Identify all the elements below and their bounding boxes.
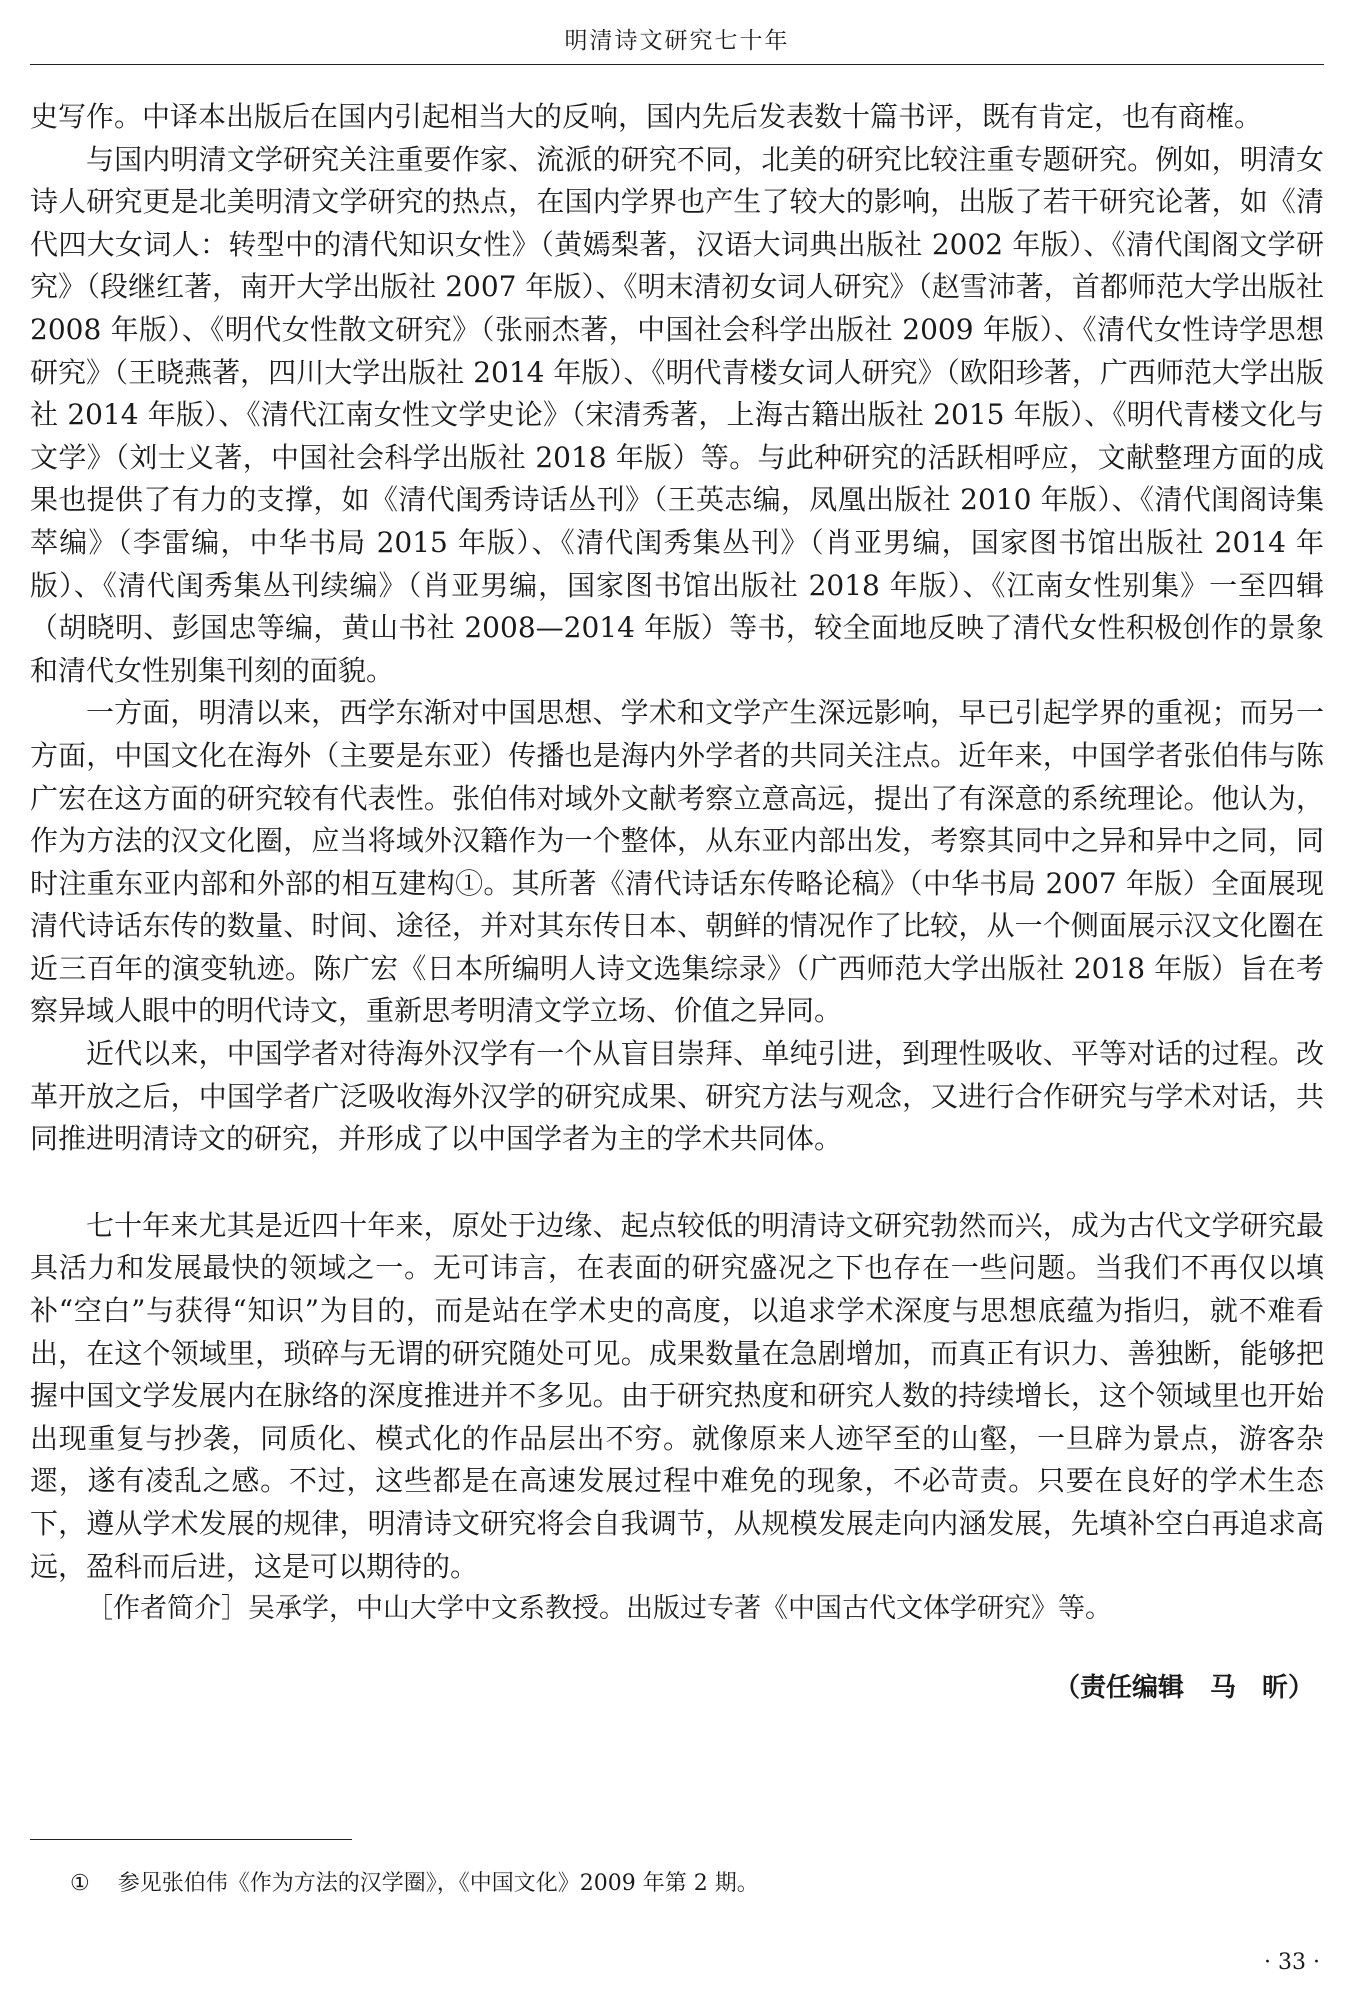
article-body: [30, 96, 1324, 1709]
page-number: · 33 ·: [1264, 1950, 1320, 1975]
paragraph-modern: 近代以来，中国学者对待海外汉学有一个从盲目崇拜、单纯引进，到理性吸收、平等对话的过程。改革开放之后，中国学者广泛吸收海外汉学的研究成果、研究方法与观念，又进行合作研究与学术对话，共同推进明清诗文的研究，并形成了以中国学者为主的学术共同体。: [30, 1037, 1324, 1156]
header-rule: [30, 64, 1324, 65]
footnote: [70, 1866, 759, 1897]
footnote-text: 参见张伯伟《作为方法的汉学圈》，《中国文化》2009 年第 2 期。: [117, 1871, 759, 1896]
paragraph-east-asia: 一方面，明清以来，西学东渐对中国思想、学术和文学产生深远影响，早已引起学界的重视；而另一方面，中国文化在海外（主要是东亚）传播也是海内外学者的共同关注点。近年来，中国学者张伯伟与陈广宏在这方面的研究较有代表性。张伯伟对域外文献考察立意高远，提出了有深意的系统理论。他认为，作为方法的汉文化圈，应当将域外汉籍作为一个整体，从东亚内部出发，考察其同中之异和异中之同，同时注重东亚内部和外部的相互建构①。其所著《清代诗话东传略论稿》（中华书局 2007 年版）全面展现清代诗话东传的数量、时间、途径，并对其东传日本、朝鲜的情况作了比较，从一个侧面展示汉文化圈在近三百年的演变轨迹。陈广宏《日本所编明人诗文选集综录》（广西师范大学出版社 2018 年版）旨在考察异域人眼中的明代诗文，重新思考明清文学立场、价值之异同。: [30, 696, 1324, 1028]
footnote-rule: [30, 1839, 352, 1840]
editor-credit: （责任编辑 马 昕）: [1053, 1672, 1314, 1703]
section-gap: [30, 1161, 1324, 1205]
paragraph-north-america: 与国内明清文学研究关注重要作家、流派的研究不同，北美的研究比较注重专题研究。例如，明清女诗人研究更是北美明清文学研究的热点，在国内学界也产生了较大的影响，出版了若干研究论著，如《清代四大女词人：转型中的清代知识女性》（黄嫣梨著，汉语大词典出版社 2002 年版）、《清代闺阁文学研究》（段继红著，南开大学出版社 2007 年版）、《明末清初女词人研究》（赵雪沛著，首都师范大学出版社 2008 年版）、《明代女性散文研究》（张丽杰著，中国社会科学出版社 2009 年版）、《清代女性诗学思想研究》（王晓燕著，四川大学出版社 2014 年版）、《明代青楼女词人研究》（欧阳珍著，广西师范大学出版社 2014 年版）、《清代江南女性文学史论》（宋清秀著，上海古籍出版社 2015 年版）、《明代青楼文化与文学》（刘士义著，中国社会科学出版社 2018 年版）等。与此种研究的活跃相呼应，文献整理方面的成果也提供了有力的支撑，如《清代闺秀诗话丛刊》（王英志编，凤凰出版社 2010 年版）、《清代闺阁诗集萃编》（李雷编，中华书局 2015 年版）、《清代闺秀集丛刊》（肖亚男编，国家图书馆出版社 2014 年版）、《清代闺秀集丛刊续编》（肖亚男编，国家图书馆出版社 2018 年版）、《江南女性别集》一至四辑（胡晓明、彭国忠等编，黄山书社 2008—2014 年版）等书，较全面地反映了清代女性积极创作的景象和清代女性别集刊刻的面貌。: [30, 142, 1324, 687]
running-head: 明清诗文研究七十年: [564, 28, 790, 54]
paragraph-continued: 史写作。中译本出版后在国内引起相当大的反响，国内先后发表数十篇书评，既有肯定，也有商榷。: [30, 100, 1263, 133]
footnote-mark: ①: [70, 1871, 90, 1896]
author-bio: ［作者简介］吴承学，中山大学中文系教授。出版过专著《中国古代文体学研究》等。: [86, 1593, 1112, 1625]
paragraph-conclusion: 七十年来尤其是近四十年来，原处于边缘、起点较低的明清诗文研究勃然而兴，成为古代文学研究最具活力和发展最快的领域之一。无可讳言，在表面的研究盛况之下也存在一些问题。当我们不再仅以填补“空白”与获得“知识”为目的，而是站在学术史的高度，以追求学术深度与思想底蕴为指归，就不难看出，在这个领域里，琐碎与无谓的研究随处可见。成果数量在急剧增加，而真正有识力、善独断，能够把握中国文学发展内在脉络的深度推进并不多见。由于研究热度和研究人数的持续增长，这个领域里也开始出现重复与抄袭，同质化、模式化的作品层出不穷。就像原来人迹罕至的山壑，一旦辟为景点，游客杂遝，遂有凌乱之感。不过，这些都是在高速发展过程中难免的现象，不必苛责。只要在良好的学术生态下，遵从学术发展的规律，明清诗文研究将会自我调节，从规模发展走向内涵发展，先填补空白再追求高远，盈科而后进，这是可以期待的。: [30, 1208, 1324, 1583]
